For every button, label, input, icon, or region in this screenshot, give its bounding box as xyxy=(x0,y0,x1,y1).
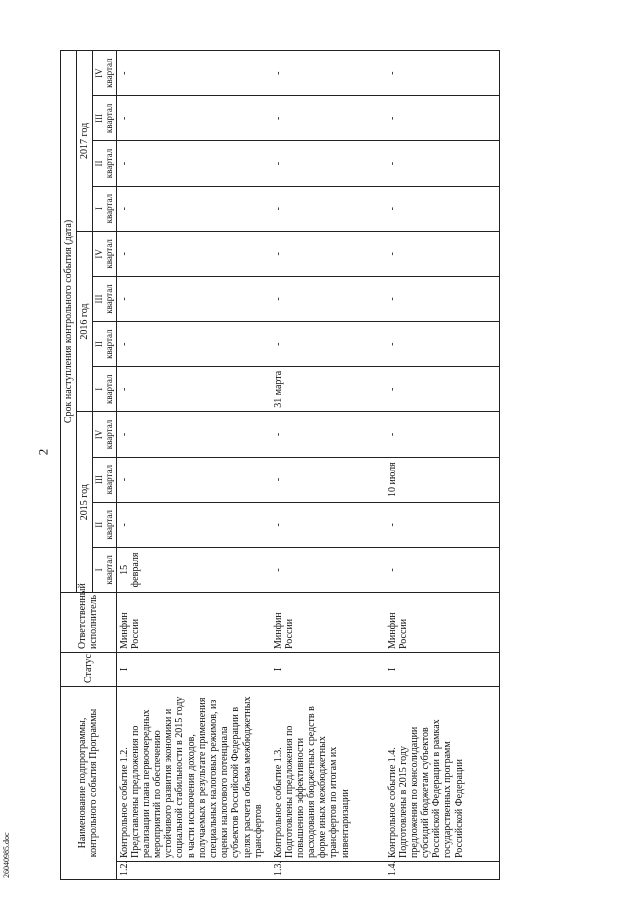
row-date-cell: - xyxy=(271,186,385,231)
table-row xyxy=(116,51,271,880)
year-header: 2015 год xyxy=(77,412,93,593)
header-responsible: Ответственный исполнитель xyxy=(61,593,117,653)
quarter-roman: IV xyxy=(94,68,105,78)
row-status: I xyxy=(271,653,385,687)
quarter-header xyxy=(93,502,116,547)
row-date-cell: 15 февраля xyxy=(116,547,271,592)
row-date-cell: - xyxy=(271,412,385,457)
document-filename: 26040985.doc xyxy=(2,832,11,878)
row-date-cell: - xyxy=(385,231,500,276)
quarter-word: квартал xyxy=(104,329,115,359)
row-date-cell: - xyxy=(271,141,385,186)
quarter-roman: IV xyxy=(94,249,105,259)
header-status: Статус xyxy=(61,653,117,687)
row-date-cell: - xyxy=(116,141,271,186)
row-date-cell: - xyxy=(116,276,271,321)
row-date-cell: - xyxy=(385,367,500,412)
row-name: Контрольное событие 1.2. Представлены предложения по реализации плана первоочередных мероприятий по обеспечению устойчивого развития экономики и социальной стабильности в 2015 году в части исключения доходов, получаемых в результате применения специальных налоговых режимов, из оценки налогового потенциала субъектов Российской Федерации в целях расчета объема межбюджетных трансфертов xyxy=(116,687,271,862)
quarter-header xyxy=(93,322,116,367)
row-number: 1.4. xyxy=(385,862,500,880)
quarter-header xyxy=(93,412,116,457)
quarter-header xyxy=(93,457,116,502)
row-date-cell: 31 марта xyxy=(271,367,385,412)
row-date-cell: - xyxy=(116,322,271,367)
row-date-cell: - xyxy=(271,322,385,367)
row-status: I xyxy=(385,653,500,687)
row-date-cell: - xyxy=(385,412,500,457)
row-date-cell: - xyxy=(385,186,500,231)
quarter-word: квартал xyxy=(104,464,115,495)
row-date-cell: - xyxy=(271,231,385,276)
quarter-header xyxy=(93,51,116,96)
quarter-roman: III xyxy=(94,294,105,304)
row-date-cell: - xyxy=(271,276,385,321)
row-date-cell: - xyxy=(385,51,500,96)
quarter-header xyxy=(93,231,116,276)
quarter-word: квартал xyxy=(104,555,115,585)
quarter-word: квартал xyxy=(104,374,115,405)
table-body xyxy=(116,51,499,880)
quarter-header xyxy=(93,141,116,186)
quarter-header xyxy=(93,276,116,321)
row-date-cell: - xyxy=(116,412,271,457)
quarter-header xyxy=(93,547,116,592)
year-header: 2016 год xyxy=(77,231,93,412)
row-date-cell: - xyxy=(271,547,385,592)
row-number: 1.2. xyxy=(116,862,271,880)
quarter-word: квартал xyxy=(104,419,115,450)
table-row xyxy=(385,51,500,880)
row-date-cell: - xyxy=(271,502,385,547)
quarter-header xyxy=(93,96,116,141)
header-name: Наименование подпрограммы, контрольного события Программы xyxy=(61,687,117,880)
row-responsible: Минфин России xyxy=(385,593,500,653)
row-date-cell: - xyxy=(271,457,385,502)
row-date-cell: 10 июля xyxy=(385,457,500,502)
row-date-cell: - xyxy=(116,186,271,231)
quarter-word: квартал xyxy=(104,193,115,224)
row-date-cell: - xyxy=(385,141,500,186)
row-number: 1.3. xyxy=(271,862,385,880)
quarter-roman: I xyxy=(94,568,105,572)
row-date-cell: - xyxy=(385,502,500,547)
row-date-cell: - xyxy=(116,457,271,502)
quarter-roman: IV xyxy=(94,429,105,440)
quarter-roman: I xyxy=(94,387,105,391)
row-date-cell: - xyxy=(116,367,271,412)
quarter-word: квартал xyxy=(104,103,115,134)
row-responsible: Минфин России xyxy=(271,593,385,653)
row-date-cell: - xyxy=(271,96,385,141)
quarter-roman: II xyxy=(94,160,105,167)
header-deadline: Срок наступления контрольного события (дата) xyxy=(61,51,77,593)
page-number: 2 xyxy=(35,448,51,456)
quarter-roman: III xyxy=(94,475,105,485)
year-header: 2017 год xyxy=(77,51,93,232)
quarter-roman: III xyxy=(94,113,105,123)
quarter-word: квартал xyxy=(104,284,115,314)
row-date-cell: - xyxy=(116,51,271,96)
row-name: Контрольное событие 1.4. Подготовлены в 2015 году предложения по консолидации субсидий бюджетам субъектов Российской Федерации в рамках государственных программ Российской Федерации xyxy=(385,687,500,862)
quarter-word: квартал xyxy=(104,58,115,88)
row-date-cell: - xyxy=(271,51,385,96)
quarter-roman: II xyxy=(94,341,105,348)
row-status: I xyxy=(116,653,271,687)
quarter-roman: I xyxy=(94,207,105,211)
row-date-cell: - xyxy=(385,547,500,592)
row-date-cell: - xyxy=(116,231,271,276)
quarter-roman: II xyxy=(94,521,105,528)
quarter-word: квартал xyxy=(104,239,115,269)
row-date-cell: - xyxy=(385,276,500,321)
row-date-cell: - xyxy=(385,322,500,367)
row-date-cell: - xyxy=(116,96,271,141)
row-responsible: Минфин России xyxy=(116,593,271,653)
quarter-header xyxy=(93,367,116,412)
quarter-word: квартал xyxy=(104,510,115,540)
quarter-header xyxy=(93,186,116,231)
control-events-table xyxy=(60,50,500,880)
table-wrapper xyxy=(60,50,570,880)
row-date-cell: - xyxy=(385,96,500,141)
quarter-word: квартал xyxy=(104,148,115,179)
table-row xyxy=(271,51,385,880)
row-name: Контрольное событие 1.3. Подготовлены предложения по повышению эффективности расходования бюджетных средств в форме иных межбюджетных трансфертов по итогам их инвентаризации xyxy=(271,687,385,862)
row-date-cell: - xyxy=(116,502,271,547)
